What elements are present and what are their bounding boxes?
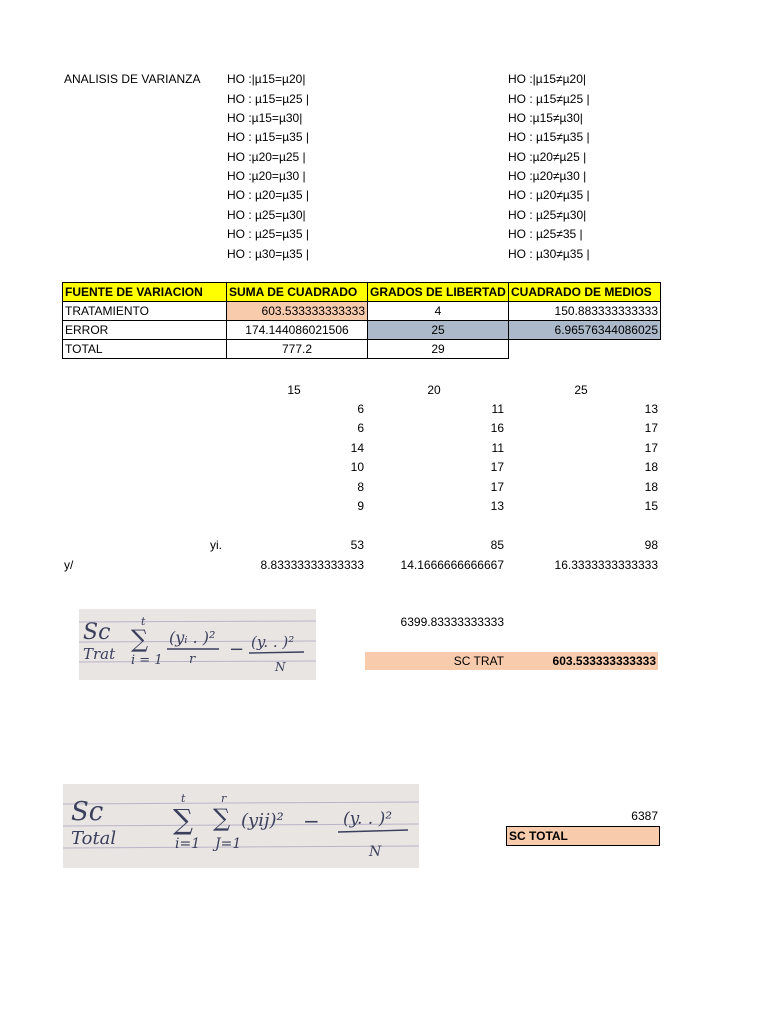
cell-ss: 174.144086021506 xyxy=(227,321,368,340)
value-25: 15 xyxy=(644,499,658,513)
alt-hypothesis: HO :µ20≠µ30 | xyxy=(508,169,587,183)
formula-sum-1: ∑ xyxy=(173,803,193,836)
header-suma: SUMA DE CUADRADO xyxy=(227,283,368,302)
value-20: 13 xyxy=(490,499,504,513)
intermediate-value: 6399.83333333333 xyxy=(400,615,504,629)
cell-df: 4 xyxy=(368,302,509,321)
value-25: 17 xyxy=(644,441,658,455)
null-hypothesis: HO : µ15=µ35 | xyxy=(227,130,309,144)
anova-row-tratamiento xyxy=(63,302,661,321)
cell-ss: 603.533333333333 xyxy=(227,302,368,321)
column-header-25: 25 xyxy=(574,383,588,397)
formula-y: (y. . )² xyxy=(251,633,295,651)
cell-ms: 150.883333333333 xyxy=(509,302,661,321)
formula-r: r xyxy=(189,652,196,667)
sc-total-formula-image xyxy=(63,784,419,868)
alt-hypothesis: HO : µ20≠µ35 | xyxy=(508,188,590,202)
total-15: 53 xyxy=(350,538,364,552)
mean-25: 16.3333333333333 xyxy=(554,558,658,572)
total-20: 85 xyxy=(490,538,504,552)
value-20: 17 xyxy=(490,460,504,474)
analysis-title: ANALISIS DE VARIANZA xyxy=(64,72,201,86)
anova-row-total xyxy=(63,340,661,359)
formula-yij: (yij)² xyxy=(241,810,284,831)
cell-df: 25 xyxy=(368,321,509,340)
formula-r: r xyxy=(221,792,227,805)
formula-yi: (yᵢ . )² xyxy=(169,628,216,647)
value-15: 9 xyxy=(357,499,364,513)
value-25: 18 xyxy=(644,480,658,494)
cell-ms: 6.96576344086025 xyxy=(509,321,661,340)
null-hypothesis: HO :µ15=µ30| xyxy=(227,111,303,125)
formula-total-label: Total xyxy=(71,828,117,849)
means-label: y/ xyxy=(64,558,74,572)
formula-t: t xyxy=(181,792,186,805)
formula-i1: i = 1 xyxy=(131,653,163,668)
cell-df: 29 xyxy=(368,340,509,359)
value-15: 10 xyxy=(350,460,364,474)
alt-hypothesis: HO :µ15≠µ30| xyxy=(508,111,583,125)
formula-i1: i=1 xyxy=(175,836,201,852)
value-25: 17 xyxy=(644,421,658,435)
null-hypothesis: HO : µ25=µ35 | xyxy=(227,227,309,241)
null-hypothesis: HO : µ15=µ25 | xyxy=(227,92,309,106)
mean-20: 14.1666666666667 xyxy=(400,558,504,572)
value-20: 11 xyxy=(491,441,504,455)
formula-sc: Sc xyxy=(83,620,111,645)
null-hypothesis: HO : µ30=µ35 | xyxy=(227,247,309,261)
null-hypothesis: HO : µ20=µ35 | xyxy=(227,188,309,202)
value-15: 6 xyxy=(357,402,364,416)
alt-hypothesis: HO :µ20≠µ25 | xyxy=(508,150,587,164)
alt-hypothesis: HO : µ15≠µ35 | xyxy=(508,130,590,144)
value-25: 18 xyxy=(644,460,658,474)
cell-source: TRATAMIENTO xyxy=(63,302,227,321)
value-15: 8 xyxy=(357,480,364,494)
formula-n: N xyxy=(275,660,286,674)
sc-total-label: SC TOTAL xyxy=(506,826,660,846)
sc-total-formula xyxy=(63,784,419,868)
formula-trat-label: Trat xyxy=(83,645,116,663)
formula-j1: J=1 xyxy=(215,836,242,852)
mean-15: 8.83333333333333 xyxy=(260,558,364,572)
header-cuadrado: CUADRADO DE MEDIOS xyxy=(509,283,661,302)
formula-sc: Sc xyxy=(71,797,104,827)
formula-sum-2: ∑ xyxy=(213,804,231,832)
sc-total-value: 6387 xyxy=(631,809,658,823)
alt-hypothesis: HO :|µ15≠µ20| xyxy=(508,72,587,86)
column-header-20: 20 xyxy=(427,383,441,397)
null-hypothesis: HO :µ20=µ30 | xyxy=(227,169,306,183)
anova-row-error xyxy=(63,321,661,340)
formula-minus: − xyxy=(303,809,320,833)
anova-header-row xyxy=(63,283,661,302)
alt-hypothesis: HO : µ25≠µ30| xyxy=(508,208,587,222)
alt-hypothesis: HO : µ30≠µ35 | xyxy=(508,247,590,261)
totals-label: yi. xyxy=(210,538,222,552)
alt-hypothesis: HO : µ25≠35 | xyxy=(508,227,583,241)
sc-trat-formula-image xyxy=(79,609,316,680)
cell-ms xyxy=(509,340,661,359)
formula-minus: − xyxy=(229,639,245,660)
alt-hypothesis: HO : µ15≠µ25 | xyxy=(508,92,590,106)
header-fuente: FUENTE DE VARIACION xyxy=(63,283,227,302)
formula-n: N xyxy=(369,844,382,860)
null-hypothesis: HO :|µ15=µ20| xyxy=(227,72,306,86)
sc-trat-row xyxy=(365,652,658,670)
formula-t: t xyxy=(141,615,146,628)
value-20: 17 xyxy=(490,480,504,494)
sc-trat-value: 603.533333333333 xyxy=(552,654,656,668)
formula-sum: ∑ xyxy=(131,625,149,653)
cell-source: TOTAL xyxy=(63,340,227,359)
formula-y: (y. . )² xyxy=(343,809,393,829)
value-25: 13 xyxy=(644,402,658,416)
total-25: 98 xyxy=(644,538,658,552)
null-hypothesis: HO :µ20=µ25 | xyxy=(227,150,306,164)
null-hypothesis: HO : µ25=µ30| xyxy=(227,208,306,222)
value-20: 16 xyxy=(490,421,504,435)
cell-source: ERROR xyxy=(63,321,227,340)
header-grados: GRADOS DE LIBERTAD xyxy=(368,283,509,302)
cell-ss: 777.2 xyxy=(227,340,368,359)
sc-trat-formula xyxy=(79,609,316,680)
value-15: 14 xyxy=(350,441,364,455)
value-15: 6 xyxy=(357,421,364,435)
value-20: 11 xyxy=(491,402,504,416)
column-header-15: 15 xyxy=(287,383,301,397)
sc-trat-label: SC TRAT xyxy=(453,654,504,668)
anova-table xyxy=(62,282,661,359)
